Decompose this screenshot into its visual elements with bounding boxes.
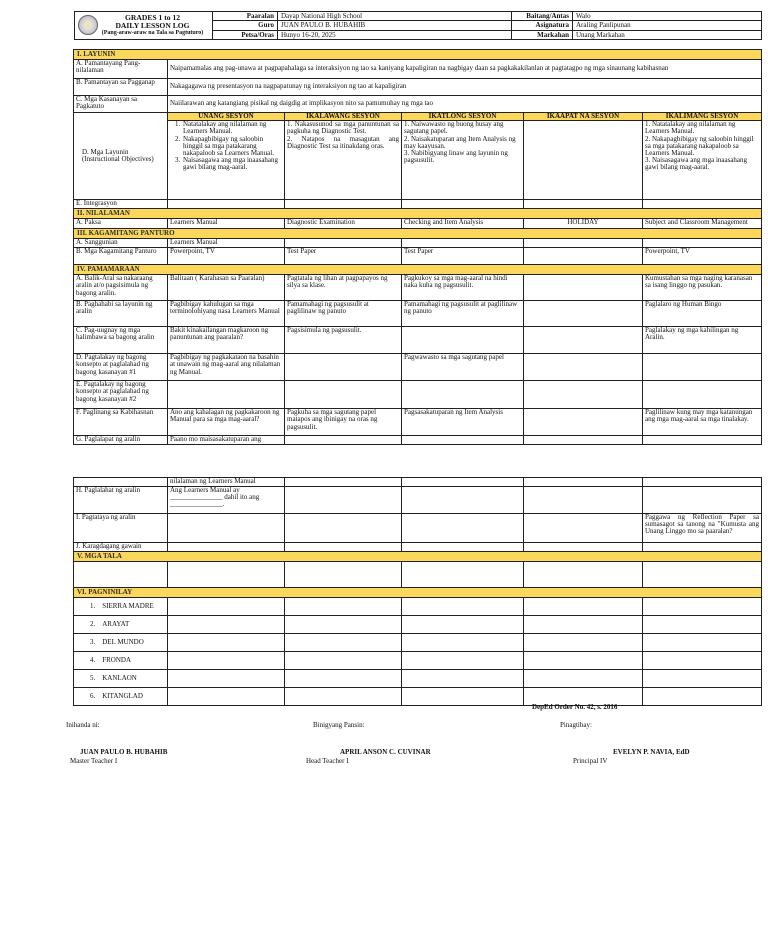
materials-day-4 [524,248,643,265]
procedure-g-day-1: Paano mo maisasakatuparan ang [168,436,285,445]
procedure-g-day-1-continued: nilalaman ng Learners Manual [168,478,285,487]
procedure-g-label: G. Paglalapat ng aralin [74,436,168,445]
teacher-value: JUAN PAULO B. HUBAHIB [278,21,512,30]
procedure-a-day-5: Kumustahan sa mga naging karanasan sa isang linggo ng pasukan. [643,275,762,301]
materials-label: B. Mga Kagamitang Panturo [74,248,168,265]
section-row-6: 6. KITANGLAD [74,688,168,706]
procedure-a-day-4 [524,275,643,301]
approved-label: Pinagtibay: [560,721,592,729]
subject-value: Araling Panlipunan [573,21,762,30]
topic-day-4: HOLIDAY [524,219,643,229]
procedure-d-day-5 [643,354,762,381]
section-name: KITANGLAD [102,691,143,700]
section-tala: V. MGA TALA [74,552,762,562]
reference-label: A. Sanggunian [74,239,168,248]
header-title-block [102,14,204,37]
procedure-c-day-3 [402,327,524,354]
procedure-f-day-2: Pagkuha sa mga sagutang papel matapos ang ibinigay na oras ng pagsusulit. [285,409,402,436]
row-label-c: C. Mga Kasanayan sa Pagkatuto [74,96,168,113]
objectives-day-2: 1. Nakasusunod sa mga panuntunan sa pagkuha ng Diagnostic Test. 2. Natapos na masagutan ang Diagnostic Test sa itinakdang oras. [285,121,402,200]
prepared-label: Inihanda ni: [66,721,100,729]
prepared-name: JUAN PAULO B. HUBAHIB [80,748,168,756]
approved-title: Principal IV [573,757,608,765]
row-label-e: E. Integrasyon [74,200,168,209]
approved-name: EVELYN P. NAVIA, EdD [613,748,690,756]
reference-day-1: Learners Manual [168,239,285,248]
section-row-5: 5. KANLAON [74,670,168,688]
objectives-day-5: 1. Natatalakay ang nilalaman ng Learners Manual. 2. Nakapagbibigay ng saloobin hinggil sa mga patakarang nakapaloob sa Learners Manual. 3. Naisasagawa ang mga inaasahang gawi bilang mag-aaral. [643,121,762,200]
topic-label: A. Paksa [74,219,168,229]
section-kagamitan: III. KAGAMITANG PANTURO [74,229,762,239]
procedure-i-day-5: Paggawa ng Reflection Paper sa sumasagot sa tanong na "Kumusta ang Unang Linggo mo sa paaralan? [643,514,762,543]
materials-day-3: Test Paper [402,248,524,265]
procedure-c-day-4 [524,327,643,354]
log-subtitle: (Pang-araw-araw na Tala sa Pagtuturo) [101,30,204,37]
objectives-day-4 [524,121,643,200]
objectives-day-3: 1. Naiwawasto ng buong husay ang sagutang papel. 2. Naisakatuparan ang Item Analysis ng may kaayusan. 3. Nabibigyang linaw ang layunin ng pagsusulit. [402,121,524,200]
day-header-3: IKATLONG SESYON [402,113,524,121]
date-label: Petsa/Oras [213,30,278,39]
topic-day-3: Checking and Item Analysis [402,219,524,229]
header-table [74,11,762,40]
row-label-a: A. Pamantayang Pang-nilalaman [74,60,168,79]
section-pagninilay: VI. PAGNINILAY [74,588,762,598]
lesson-table-continued [73,477,762,706]
row-label-d: D. Mga Layunin (Instructional Objectives) [74,113,168,200]
grade-level-value: Walo [573,12,762,21]
teacher-label: Guro [213,21,278,30]
section-name: KANLAON [102,673,137,682]
procedure-e-label: E. Pagtalakay ng bagong konsepto at paglalahad ng bagong kasanayan #2 [74,381,168,409]
school-label: Paaralan [213,12,278,21]
procedure-c-day-5: Paglalakay ng mga kahilingan ng Aralin. [643,327,762,354]
procedure-f-label: F. Paglinang sa Kabihasnan [74,409,168,436]
reviewed-name: APRIL ANSON C. CUVINAR [340,748,431,756]
procedure-b-label: B. Paghahabi sa layunin ng aralin [74,301,168,327]
day-header-2: IKALAWANG SESYON [285,113,402,121]
section-name: FRONDA [102,655,132,664]
deped-seal-icon [78,15,98,35]
procedure-c-day-2: Pagsisimula ng pagsusulit. [285,327,402,354]
objective-item: 1. Natatalakay ang nilalaman ng Learners Manual. [182,121,282,135]
section-row-2: 2. ARAYAT [74,616,168,634]
procedure-d-day-4 [524,354,643,381]
procedure-i-label: I. Pagtataya ng aralin [74,514,168,543]
quarter-value: Unang Markahan [573,30,762,39]
procedure-c-label: C. Pag-uugnay ng mga halimbawa sa bagong aralin [74,327,168,354]
procedure-j-label: J. Karagdagang gawain [74,543,168,552]
procedure-h-label: H. Paglalahat ng aralin [74,487,168,514]
procedure-d-label: D. Pagtalakay ng bagong konsepto at paglalahad ng bagong kasanayan #1 [74,354,168,381]
procedure-d-day-2 [285,354,402,381]
procedure-a-day-2: Pagtatala ng lihan at pagpapayos ng silya sa klase. [285,275,402,301]
date-value: Hunyo 16-20, 2025 [278,30,512,39]
procedure-f-day-3: Pagsasakatuparan ng Item Analysis [402,409,524,436]
procedure-b-day-2: Pamamahagi ng pagsusulit at paglilinaw ng panuto [285,301,402,327]
materials-day-5: Powerpoint, TV [643,248,762,265]
procedure-c-day-1: Bakit kinakailangan magkaroon ng panuntunan ang paaralan? [168,327,285,354]
topic-day-2: Diagnostic Examination [285,219,402,229]
procedure-f-day-1: Ano ang kahalagan ng pagkakaroon ng Manual para sa mga mag-aaral? [168,409,285,436]
procedure-h-day-1: Ang Learners Manual ay _______________ dahil ito ang _______________. [168,487,285,514]
objective-item: 3. Naisasagawa ang mga inaasahang gawi bilang mag-aaral. [182,157,282,171]
section-row-4: 4. FRONDA [74,652,168,670]
section-name: SIERRA MADRE [102,601,154,610]
topic-day-5: Subject and Classroom Management [643,219,762,229]
procedure-d-day-1: Pagbibigay ng pagkakataon na basahin at unawain ng mag-aaral ang nilalaman ng Manual. [168,354,285,381]
procedure-d-day-3: Pagwawasto sa mga sagutang papel [402,354,524,381]
section-row-1: 1. SIERRA MADRE [74,598,168,616]
procedure-a-day-3: Pagkukoy sa mga mag-aaral na hindi naka kuha ng pagsusulit. [402,275,524,301]
procedure-b-day-4 [524,301,643,327]
content-standard: Naipamamalas ang pag-unawa at pagpapahalaga sa interaksiyon ng tao sa kaniyang kapaligiran na nagbigay daan sa pagkakakilanlan at pagtatagpo ng mga sinaunang kabihasnan [168,60,762,79]
procedure-a-day-1: Balitaan ( Karahasan sa Paaralan) [168,275,285,301]
grade-level-label: Baitang/Antas [512,12,573,21]
materials-day-2: Test Paper [285,248,402,265]
performance-standard: Nakagagawa ng presentasyon na nagpapatunay ng interaksiyon ng tao at kapaligiran [168,79,762,96]
reviewed-label: Binigyang Pansin: [313,721,365,729]
section-row-3: 3. DEL MUNDO [74,634,168,652]
procedure-f-day-4 [524,409,643,436]
reviewed-title: Head Teacher I [306,757,349,765]
day-header-5: IKALIMANG SESYON [643,113,762,121]
section-layunin: I. LAYUNIN [74,50,762,60]
header-logo-cell [75,12,213,40]
procedure-a-label: A. Balik-Aral sa nakaraang aralin at/o pagsisimula ng bagong aralin. [74,275,168,301]
procedure-b-day-5: Paglalaro ng Human Bingo [643,301,762,327]
learning-competency: Naiilarawan ang katangiang pisikal ng daigdig at implikasyon nito sa pamumuhay ng mga tao [168,96,762,113]
day-header-4: IKAAPAT NA SESYON [524,113,643,121]
procedure-b-day-3: Pamamahagi ng pagsusulit at paglilinaw ng panuto [402,301,524,327]
section-nilalaman: II. NILALAMAN [74,209,762,219]
objective-item: 2. Nakapagbibigay ng saloobin hinggil sa mga patakarang nakapaloob sa Learners Manual. [182,136,282,158]
lesson-table [73,49,762,445]
log-title: DAILY LESSON LOG [115,21,190,31]
quarter-label: Markahan [512,30,573,39]
subject-label: Asignatura [512,21,573,30]
topic-day-1: Learners Manual [168,219,285,229]
prepared-title: Master Teacher I [70,757,118,765]
procedure-b-day-1: Pagbibigay kahulugan sa mga terminolohiyang nasa Learners Manual [168,301,285,327]
deped-order: DepEd Order No. 42, s. 2016 [532,703,618,711]
procedure-f-day-5: Paglilinaw kung may mga katanungan ang mga mag-aaral sa mga tinalakay. [643,409,762,436]
section-name: DEL MUNDO [102,637,144,646]
objectives-day-1 [168,121,285,200]
section-pamamaraan: IV. PAMAMARAAN [74,265,762,275]
day-header-1: UNANG SESYON [168,113,285,121]
grade-range: GRADES 1 to 12 [125,13,181,23]
school-value: Dayap National High School [278,12,512,21]
materials-day-1: Powerpoint, TV [168,248,285,265]
row-label-b: B. Pamantayan sa Pagganap [74,79,168,96]
section-name: ARAYAT [102,619,130,628]
